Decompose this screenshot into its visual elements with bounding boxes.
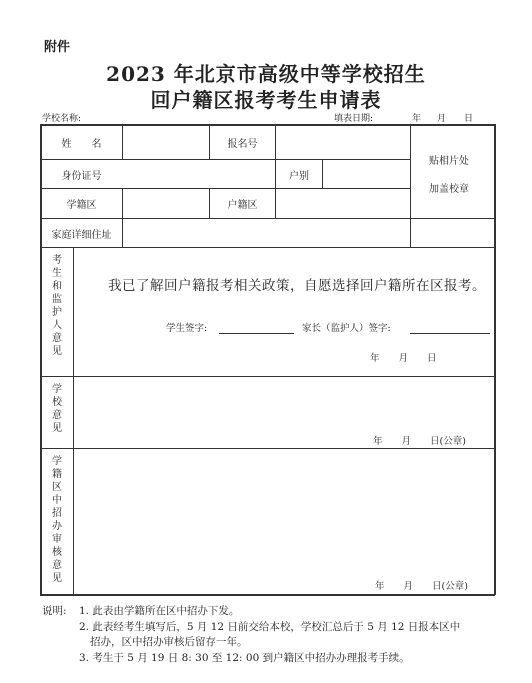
pledge-statement: 我已了解回户籍报考相关政策，自愿选择回户籍所在区报考。	[108, 278, 486, 294]
reg-no-field[interactable]	[276, 125, 410, 159]
photo-box	[411, 125, 494, 218]
home-address-field[interactable]	[123, 219, 494, 247]
hukou-type-field[interactable]	[323, 160, 410, 188]
id-number-field[interactable]	[123, 160, 275, 188]
student-signature-label: 学生签字:	[166, 323, 208, 334]
note-item-3: 3. 考生于 5 月 19 日 8: 30 至 12: 00 到户籍区中招办办理报考手续。	[79, 652, 410, 664]
school-district-label: 学籍区	[66, 200, 97, 211]
school-opinion-label: 学校意见	[52, 384, 62, 434]
home-address-label: 家庭详细住址	[51, 229, 112, 241]
guardian-opinion-label: 考生和监护人意见	[52, 255, 62, 357]
school-name-label: 学校名称:	[42, 114, 82, 124]
stamp-label: 加盖校章	[429, 184, 469, 195]
hukou-type-label: 户别	[289, 170, 309, 182]
guardian-date: 年 月 日	[370, 353, 437, 364]
page-title-line2: 回户籍区报考考生申请表	[150, 88, 382, 112]
notes-label: 说明:	[42, 605, 67, 617]
reg-no-label: 报名号	[227, 138, 258, 150]
note-item-2: 2. 此表经考生填写后，5 月 12 日前交给本校，学校汇总后于 5 月 12 日报本区中	[79, 621, 461, 633]
name-field[interactable]	[123, 125, 209, 159]
hukou-district-field[interactable]	[276, 189, 410, 218]
parent-signature-line[interactable]	[410, 333, 490, 334]
office-date: 年 月 日(公章)	[375, 581, 468, 592]
school-date: 年 月 日(公章)	[373, 436, 466, 447]
hukou-district-label: 户籍区	[227, 200, 258, 211]
attachment-label: 附件	[44, 40, 71, 55]
parent-signature-label: 家长（监护人）签字:	[302, 323, 391, 334]
name-label: 姓 名	[61, 138, 102, 150]
fill-date-year: 年	[412, 114, 422, 124]
note-item-2-cont: 招办，区中招办审核后留存一年。	[90, 636, 248, 648]
fill-date-label: 填表日期:	[334, 114, 374, 124]
page-title-line1: 2023 年北京市高级中等学校招生	[106, 62, 426, 86]
photo-label: 贴相片处	[429, 156, 469, 167]
id-number-label: 身份证号	[61, 170, 102, 182]
student-signature-line[interactable]	[219, 333, 294, 334]
school-district-field[interactable]	[123, 189, 209, 218]
fill-date-month: 月	[437, 114, 447, 124]
fill-date-day: 日	[464, 114, 474, 124]
office-opinion-label: 学籍区中招办审核意见	[52, 456, 62, 584]
note-item-1: 1. 此表由学籍所在区中招办下发。	[79, 605, 240, 617]
